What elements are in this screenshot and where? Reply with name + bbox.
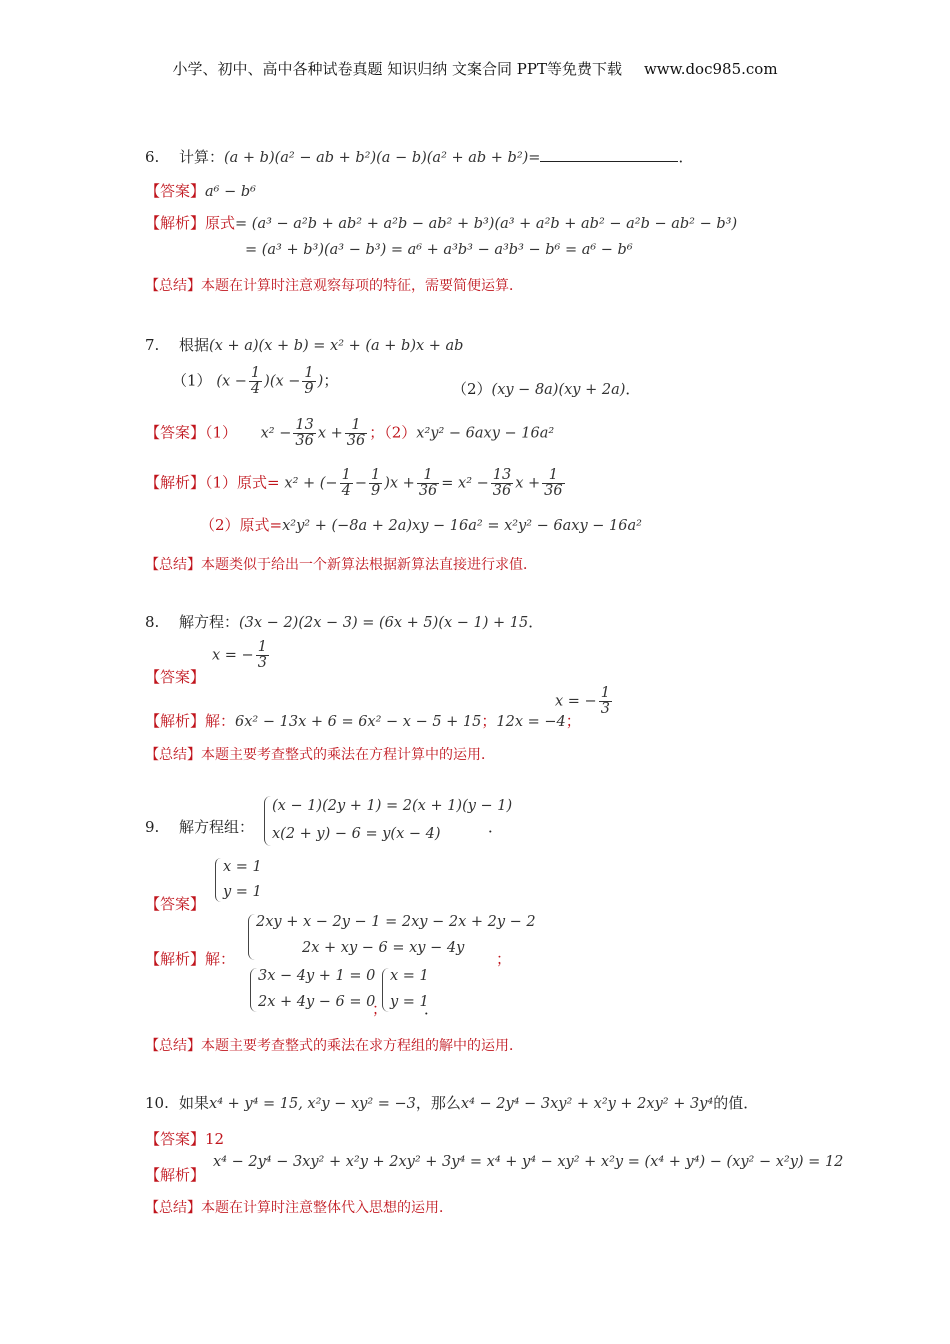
q8-question: 8. 解方程：(3x − 2)(2x − 3) = (6x + 5)(x − 1) + 15．	[145, 613, 544, 631]
q7-summary: 【总结】本题类似于给出一个新算法根据新算法直接进行求值．	[145, 557, 537, 573]
q6-summary: 【总结】本题在计算时注意观察每项的特征，需要简便运算．	[145, 278, 523, 294]
q7-question: 7. 根据(x + a)(x + b) = x² + (a + b)x + ab	[145, 336, 464, 354]
q6-answer: 【答案】a⁶ − b⁶	[145, 182, 256, 200]
q6-analysis: 【解析】原式= (a³ − a²b + ab² + a²b − ab² + b³)(a³ + a²b + ab² − a²b − ab² − b³)	[145, 214, 738, 232]
q6-expression: (a + b)(a² − ab + b²)(a − b)(a² + ab + b²)	[224, 150, 529, 166]
header-text: 小学、初中、高中各种试卷真题 知识归纳 文案合同 PPT等免费下载	[172, 60, 622, 78]
q9-analysis-brace3	[382, 968, 389, 1012]
q10-question: 10. 如果x⁴ + y⁴ = 15, x²y − xy² = −3，那么x⁴ − 2y⁴ − 3xy² + x²y + 2xy² + 3y⁴的值．	[145, 1094, 759, 1112]
q6-answer-blank[interactable]	[540, 147, 678, 162]
q9-question: 9. 解方程组：	[145, 818, 255, 836]
q9-brace	[264, 796, 271, 846]
q7-analysis-part2: （2）原式=x²y² + (−8a + 2a)xy − 16a² = x²y² − 6axy − 16a²	[200, 516, 642, 534]
q6-question: 6. 计算：(a + b)(a² − ab + b²)(a − b)(a² + ab + b²)= ．	[145, 148, 694, 166]
q7-part1: （1） (x − $\frac{1}{4}$ )(x − $\frac{1}{9}$ )；	[172, 365, 339, 398]
page-header	[0, 58, 950, 79]
q8-answer-value: x = − $\frac{1}{3}$	[212, 639, 267, 672]
header-url[interactable]: www.doc985.com	[643, 60, 778, 78]
q6-analysis-line2: = (a³ + b³)(a³ − b³) = a⁶ + a³b³ − a³b³ − b⁶ = a⁶ − b⁶	[245, 242, 633, 258]
q7-analysis: 【解析】（1）原式= x² + (− $\frac{1}{4}$ − $\frac{1}{9}$ )x + $\frac{1}{36}$ = x² − $\frac{13}{36}$ x + $\frac{1}{36}$	[145, 467, 563, 500]
q8-analysis: 【解析】解：6x² − 13x + 6 = 6x² − x − 5 + 15；12x = −4；	[145, 712, 581, 730]
q8-summary: 【总结】本题主要考查整式的乘法在方程计算中的运用．	[145, 747, 495, 763]
q8-answer: 【答案】	[145, 668, 206, 686]
q9-equation-2: x(2 + y) − 6 = y(x − 4)	[272, 826, 441, 842]
q9-answer: 【答案】	[145, 895, 206, 913]
q9-equation-1: (x − 1)(2y + 1) = 2(x + 1)(y − 1)	[272, 798, 513, 814]
q10-analysis: 【解析】	[145, 1166, 206, 1184]
q9-answer-brace	[215, 858, 221, 902]
q9-analysis: 【解析】解：	[145, 950, 236, 968]
q9-analysis-brace1	[248, 914, 255, 960]
q10-answer: 【答案】12	[145, 1130, 225, 1148]
q7-answer: 【答案】（1） x² − $\frac{13}{36}$ x + $\frac{1}{36}$ ；（2）x²y² − 6axy − 16a²	[145, 417, 555, 450]
q10-solution: x⁴ − 2y⁴ − 3xy² + x²y + 2xy² + 3y⁴ = x⁴ + y⁴ − xy² + x²y = (x⁴ + y⁴) − (xy² − x²y) = 12	[213, 1154, 844, 1170]
q8-analysis-result: x = − $\frac{1}{3}$	[555, 685, 610, 718]
q10-summary: 【总结】本题在计算时注意整体代入思想的运用．	[145, 1200, 453, 1216]
q6-number: 6.	[145, 148, 160, 166]
q7-part2: （2）(xy − 8a)(xy + 2a)．	[452, 380, 641, 398]
q9-analysis-brace2	[250, 968, 257, 1012]
q9-summary: 【总结】本题主要考查整式的乘法在求方程组的解中的运用．	[145, 1038, 523, 1054]
